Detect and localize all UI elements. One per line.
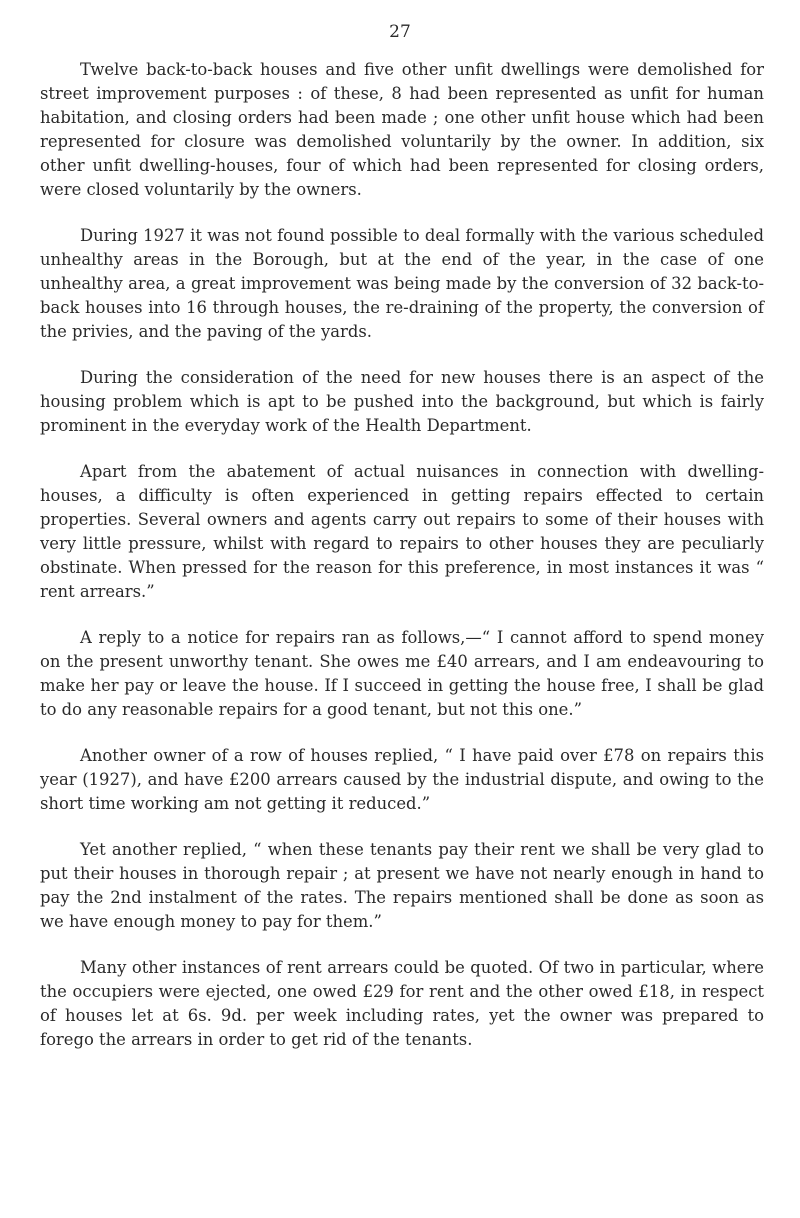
paragraph-reply-three: Yet another replied, “ when these tenants pay their rent we shall be very glad to put their houses in thorough repair ; at present we have not nearly enough in hand to pay the 2nd instalment of the rates. The repairs mentioned shall be done as soon as we have enough money to pay for them.” xyxy=(40,840,764,931)
paragraph-reply-one: A reply to a notice for repairs ran as follows,—“ I cannot afford to spend money on the present unworthy tenant. She owes me £40 arrears, and I am endeavouring to make her pay or leave the house. If I succeed in getting the house free, I shall be glad to do any reasonable repairs for a good tenant, but not this one.” xyxy=(40,628,764,719)
paragraph-rent-arrears: Many other instances of rent arrears could be quoted. Of two in particular, where the occupiers were ejected, one owed £29 for rent and the other owed £18, in respect of houses let at 6s. 9d. per week including rates, yet the owner was prepared to forego the arrears in order to get rid of the tenants. xyxy=(40,958,764,1049)
paragraph-unhealthy-areas: During 1927 it was not found possible to deal formally with the various scheduled unhealthy areas in the Borough, but at the end of the year, in the case of one unhealthy area, a great improvement was being made by the conversion of 32 back-to-back houses into 16 through houses, the re-draining of the property, the conversion of the privies, and the paving of the yards. xyxy=(40,226,764,341)
body-text xyxy=(40,58,764,1074)
page-number: 27 xyxy=(389,22,411,42)
paragraph-repairs-difficulty: Apart from the abatement of actual nuisances in connection with dwelling-houses, a difficulty is often experienced in getting repairs effected to certain properties. Several owners and agents carry out repairs to some of their houses with very little pressure, whilst with regard to repairs to other houses they are peculiarly obstinate. When pressed for the reason for this preference, in most instances it was “ rent arrears.” xyxy=(40,462,764,601)
paragraph-reply-two: Another owner of a row of houses replied, “ I have paid over £78 on repairs this year (1927), and have £200 arrears caused by the industrial dispute, and owing to the short time working am not getting it reduced.” xyxy=(40,746,764,813)
paragraph-demolitions: Twelve back-to-back houses and five other unfit dwellings were demolished for street improvement purposes : of these, 8 had been represented as unfit for human habitation, and closing orders had been made ; one other unfit house which had been represented for closure was demolished voluntarily by the owner. In addition, six other unfit dwelling-houses, four of which had been represented for closing orders, were closed voluntarily by the owners. xyxy=(40,60,764,199)
paragraph-housing-problem: During the consideration of the need for new houses there is an aspect of the housing problem which is apt to be pushed into the background, but which is fairly prominent in the everyday work of the Health Department. xyxy=(40,368,764,435)
